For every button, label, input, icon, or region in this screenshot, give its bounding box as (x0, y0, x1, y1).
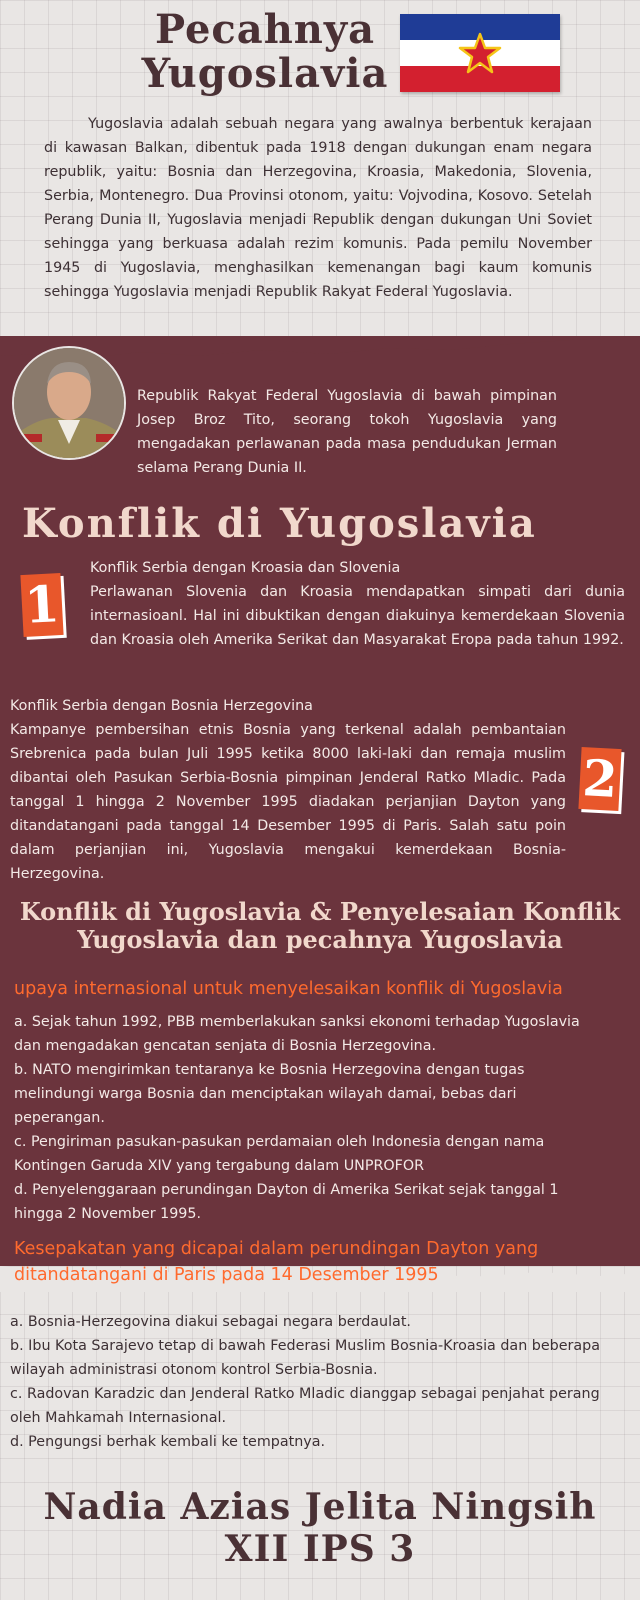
page-title (120, 8, 410, 96)
kesepakatan-item-b: b. Ibu Kota Sarajevo tetap di bawah Federasi Muslim Bosnia-Kroasia dan beberapa wilayah administrasi otonom kontrol Serbia-Bosnia. (10, 1338, 601, 1378)
tito-description: Republik Rakyat Federal Yugoslavia di bawah pimpinan Josep Broz Tito, seorang tokoh Yugoslavia yang mengadakan perlawanan pada masa pendudukan Jerman selama Perang Dunia II. (137, 388, 557, 476)
number-badge-1: 1 (20, 573, 63, 637)
intro-paragraph: Yugoslavia adalah sebuah negara yang awalnya berbentuk kerajaan di kawasan Balkan, dibentuk pada 1918 dengan dukungan enam negara republik, yaitu: Bosnia dan Herzegovina, Kroasia, Makedonia, Slovenia, Serbia, Montenegro. Dua Provinsi otonom, yaitu: Vojvodina, Kosovo. Setelah Perang Dunia II, Yugoslavia menjadi Republik dengan dukungan Uni Soviet sehingga yang berkuasa adalah rezim komunis. Pada pemilu November 1945 di Yugoslavia, menghasilkan kemenangan bagi kaum komunis sehingga Yugoslavia menjadi Republik Rakyat Federal Yugoslavia. (44, 116, 592, 300)
kesepakatan-item-d: d. Pengungsi berhak kembali ke tempatnya. (10, 1434, 326, 1450)
upaya-item-a: a. Sejak tahun 1992, PBB memberlakukan sanksi ekonomi terhadap Yugoslavia dan mengadakan gencatan senjata di Bosnia Herzegovina. (14, 1014, 580, 1054)
penyelesaian-heading-line-1: Konflik di Yugoslavia & Penyelesaian Konflik (19, 897, 621, 926)
number-badge-2: 2 (578, 747, 621, 811)
konflik-item-2-title: Konflik Serbia dengan Bosnia Herzegovina (10, 698, 313, 714)
penyelesaian-heading-line-2: Yugoslavia dan pecahnya Yugoslavia (77, 925, 563, 954)
kesepakatan-item-a: a. Bosnia-Herzegovina diakui sebagai negara berdaulat. (10, 1314, 411, 1330)
upaya-list (14, 1010, 600, 1226)
penyelesaian-heading (0, 898, 640, 954)
upaya-title: upaya internasional untuk menyelesaikan konflik di Yugoslavia (14, 979, 563, 999)
konflik-heading: Konflik di Yugoslavia (22, 500, 537, 547)
title-line-1: Pecahnya (154, 6, 376, 53)
author-block (0, 1486, 640, 1570)
upaya-item-c: c. Pengiriman pasukan-pasukan perdamaian oleh Indonesia dengan nama Kontingen Garuda XIV yang tergabung dalam UNPROFOR (14, 1134, 545, 1174)
tito-portrait (12, 346, 126, 460)
upaya-item-b: b. NATO mengirimkan tentaranya ke Bosnia Herzegovina dengan tugas melindungi warga Bosnia dan menciptakan wilayah damai, bebas dari peperangan. (14, 1062, 525, 1126)
kesepakatan-title: Kesepakatan yang dicapai dalam perundingan Dayton yang ditandatangani di Paris pada 14 Desember 1995 (14, 1239, 539, 1285)
yugoslavia-flag (400, 14, 560, 92)
kesepakatan-list (10, 1310, 626, 1454)
upaya-item-d: d. Penyelenggaraan perundingan Dayton di Amerika Serikat sejak tanggal 1 hingga 2 November 1995. (14, 1182, 559, 1222)
konflik-item-2-body: Kampanye pembersihan etnis Bosnia yang terkenal adalah pembantaian Srebrenica pada bulan Juli 1995 ketika 8000 laki-laki dan remaja muslim dibantai oleh Pasukan Serbia-Bosnia pimpinan Jenderal Ratko Mladic. Pada tanggal 1 hingga 2 November 1995 diadakan perjanjian Dayton yang ditandatangani pada tanggal 14 Desember 1995 di Paris. Salah satu poin dalam perjanjian ini, Yugoslavia mengakui kemerdekaan Bosnia- Herzegovina. (10, 722, 566, 882)
konflik-item-1-title: Konflik Serbia dengan Kroasia dan Slovenia (90, 560, 401, 576)
star-icon (458, 31, 502, 75)
konflik-item-2 (10, 694, 566, 886)
author-name: Nadia Azias Jelita Ningsih (43, 1486, 597, 1528)
kesepakatan-item-c: c. Radovan Karadzic dan Jenderal Ratko Mladic dianggap sebagai penjahat perang oleh Mahkamah Internasional. (10, 1386, 600, 1426)
konflik-item-1 (90, 556, 625, 652)
author-class: XII IPS 3 (224, 1528, 416, 1570)
konflik-item-1-body: Perlawanan Slovenia dan Kroasia mendapatkan simpati dari dunia internasioanl. Hal ini dibuktikan dengan diakuinya kemerdekaan Slovenia dan Kroasia oleh Amerika Serikat dan Masyarakat Eropa pada tahun 1992. (90, 584, 625, 648)
title-line-2: Yugoslavia (141, 50, 389, 97)
